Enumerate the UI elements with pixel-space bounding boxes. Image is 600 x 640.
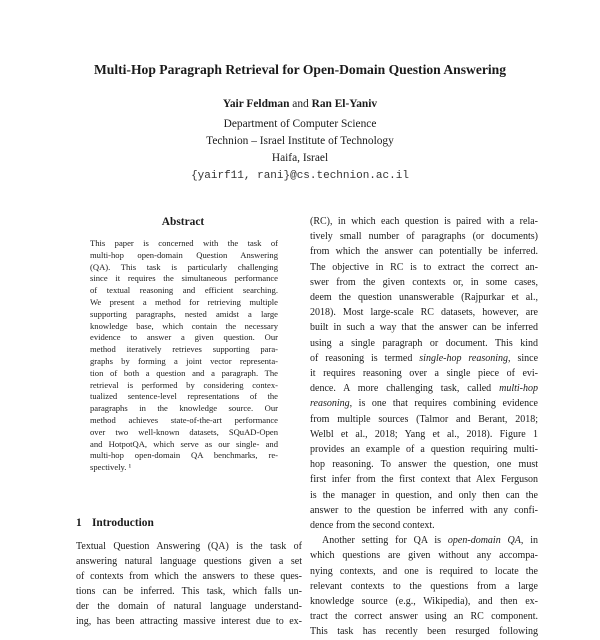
intro-line: ing, has been attracting massive interest due to ex- [76, 616, 302, 627]
text-run: dence. A more challenging task, called [310, 383, 500, 395]
intro-line: der the domain of natural language understand- [76, 601, 302, 612]
body-line: first infer from the first context that Alex Ferguson [310, 474, 538, 486]
intro-line: answering natural language questions given a set [76, 556, 302, 567]
author-line [0, 98, 600, 110]
text-run: , since [508, 352, 539, 364]
abstract-body [90, 238, 278, 474]
body-line: built in such a way that the answer can be inferred [310, 322, 538, 334]
affiliation-department: Department of Computer Science [223, 118, 377, 130]
abstract-line: graphs by forming a joint vector representa- [90, 355, 278, 366]
abstract-line: multi-hop open-domain Question Answering [90, 249, 278, 260]
paper-title: Multi-Hop Paragraph Retrieval for Open-Domain Question Answering [93, 62, 507, 77]
section-heading [76, 517, 154, 529]
text-run: Another setting for QA is [322, 535, 448, 547]
abstract-line: knowledge base, which contain the necessary [90, 320, 278, 331]
emphasis-term: multi-hop [499, 383, 538, 395]
body-line [310, 381, 538, 396]
abstract-line: This paper is concerned with the task of [90, 238, 278, 248]
body-line: swer from the given contexts or, in some cases, [310, 276, 538, 288]
abstract-line: method achieves state-of-the-art performance [90, 414, 278, 425]
body-line: it requires reasoning over a single piece of evi- [310, 368, 538, 380]
body-line: which questions are given without any accompa- [310, 550, 538, 562]
text-run: , in [520, 535, 539, 547]
body-line: is the manager in question, and only then can the [310, 489, 538, 501]
body-line: hop reasoning. To answer the question, one must [310, 459, 538, 471]
abstract-line: paragraphs in the knowledge source. Our [90, 403, 278, 414]
author-name: Ran El-Yaniv [311, 98, 378, 110]
abstract-line: since it requires the simultaneous performance [90, 273, 278, 284]
intro-body [76, 539, 302, 629]
body-line: (RC), in which each question is paired with a rela- [310, 216, 538, 227]
intro-line: Textual Question Answering (QA) is the task of [76, 541, 302, 552]
abstract-line: multi-hop open-domain QA benchmarks, re- [90, 450, 278, 461]
body-line [310, 351, 538, 366]
section-title: Introduction [92, 517, 154, 529]
body-line: using a single paragraph or document. This kind [310, 337, 538, 349]
abstract-line: and HotpotQA, which serve as our single- and [90, 438, 278, 449]
body-line: dence from the second context. [310, 520, 435, 532]
body-line: deem the question unanswerable (Rajpurkar et al., [310, 292, 538, 304]
emphasis-term: reasoning [310, 398, 350, 410]
intro-line: of contexts from which the answers to these ques- [76, 571, 302, 582]
abstract-line: (QA). This task is particularly challenging [90, 261, 278, 272]
body-line: tively small number of paragraphs (or documents) [310, 231, 538, 243]
affiliation-location: Haifa, Israel [271, 152, 329, 164]
body-line: 2018). Most large-scale RC datasets, however, are [310, 307, 538, 319]
abstract-line: over two well-known datasets, SQuAD-Open [90, 426, 278, 437]
body-line [310, 396, 538, 411]
abstract-line: supporting paragraphs, nested amidst a large [90, 308, 278, 319]
author-name: Yair Feldman [222, 98, 290, 110]
author-email [0, 167, 600, 185]
body-line: tract the correct answer using an RC component. [310, 611, 538, 623]
body-line: from which the answer can potentially be inferred. [310, 246, 538, 258]
abstract-line: tualized sentence-level representations of the [90, 391, 278, 402]
abstract-line: spectively. ¹ [90, 462, 132, 473]
text-run: of reasoning is termed [310, 352, 420, 364]
email-text: {yairf11, rani}@cs.technion.ac.il [191, 170, 409, 182]
affiliation-institution: Technion – Israel Institute of Technology [206, 135, 394, 147]
body-line: This task has recently been resurged following [310, 626, 538, 638]
body-line: answer to the question be inferred with any confi- [310, 504, 538, 516]
abstract-line: retrieval is performed by considering contex- [90, 379, 278, 390]
abstract-line: of textual reasoning and efficient searching. [90, 285, 278, 296]
abstract-heading: Abstract [161, 216, 205, 228]
right-column-body [310, 214, 538, 640]
abstract-line: tion of both a question and a paragraph. The [90, 367, 278, 378]
emphasis-term: single-hop reasoning [419, 352, 509, 364]
body-line: knowledge source (e.g., Wikipedia), and then ex- [310, 596, 538, 608]
body-line: provides an example of a question requiring multi- [310, 444, 538, 456]
body-line: Welbl et al., 2018; Yang et al., 2018). Figure 1 [310, 428, 538, 440]
abstract-line: We present a method for retrieving multiple [90, 296, 278, 307]
body-line: nying contexts, and one is required to locate the [310, 565, 538, 577]
abstract-line: evidence to answer a given question. Our [90, 332, 278, 343]
section-number: 1 [76, 517, 82, 529]
author-separator: and [292, 98, 309, 110]
body-line [310, 533, 538, 548]
body-line: The objective in RC is to extract the correct an- [310, 261, 538, 273]
intro-line: tions can be inferred. This task, which falls un- [76, 586, 302, 597]
body-line: relevant contexts to the questions from a large [310, 580, 538, 592]
emphasis-term: open-domain QA [447, 535, 521, 547]
body-line: from multiple sources (Talmor and Berant, 2018; [310, 413, 538, 425]
abstract-line: method iteratively retrieves supporting para- [90, 344, 278, 355]
text-run: , is one that requires combining evidence [349, 398, 538, 410]
